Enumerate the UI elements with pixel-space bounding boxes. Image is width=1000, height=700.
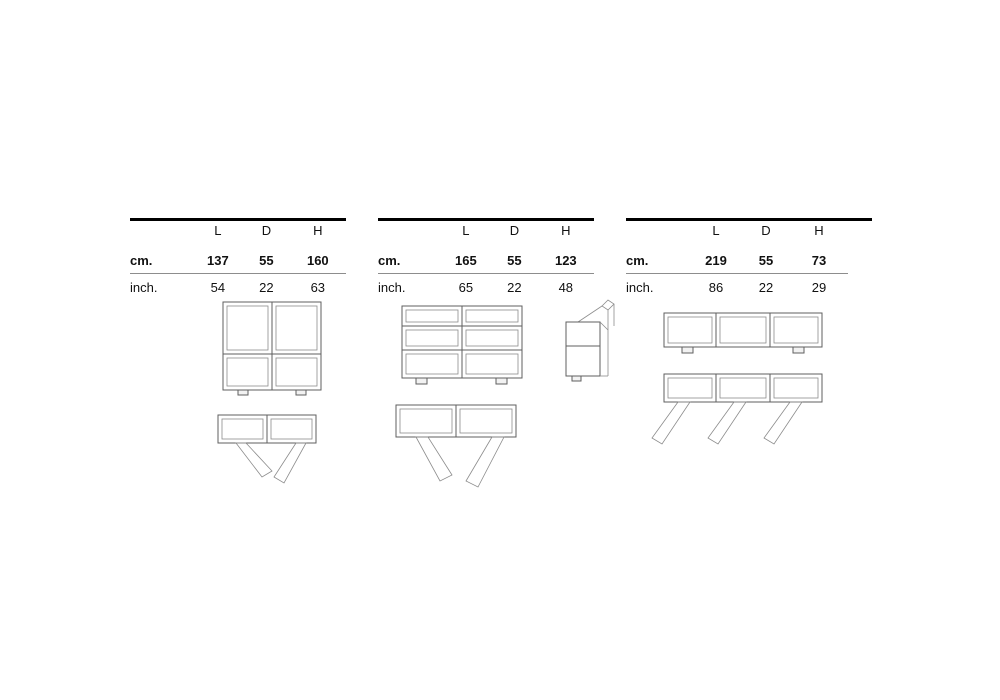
table-row <box>378 247 594 274</box>
cell-cm-l: 137 <box>193 247 244 274</box>
cell-cm-h: 73 <box>790 247 848 274</box>
header-unit-spacer <box>626 217 690 243</box>
table-row <box>130 274 346 301</box>
cell-inch-l: 86 <box>708 279 724 295</box>
row-unit-inch: inch. <box>130 279 158 295</box>
table-row <box>130 221 346 247</box>
cell-inch-d: 22 <box>758 279 774 295</box>
cell-inch-l: 54 <box>210 279 226 295</box>
drawing-tall-cabinet-front-elevation <box>218 300 328 405</box>
cell-inch-d: 22 <box>259 279 274 295</box>
drawing-medium-cabinet-side-elevation <box>562 296 632 386</box>
header-unit-spacer <box>130 217 193 243</box>
cell-cm-h: 160 <box>290 247 346 274</box>
cell-cm-l: 219 <box>690 247 742 274</box>
cell-inch-h: 48 <box>558 279 574 295</box>
col-header-l: L <box>462 222 470 238</box>
row-unit-cm: cm. <box>130 247 193 274</box>
table-row <box>626 247 848 274</box>
table-row <box>626 274 848 301</box>
table-3 <box>626 221 848 300</box>
col-header-l: L <box>712 222 720 238</box>
col-header-d: D <box>509 222 520 238</box>
cell-inch-d: 22 <box>507 279 522 295</box>
cell-cm-d: 55 <box>243 247 289 274</box>
drawing-low-cabinet-front-elevation <box>660 310 830 365</box>
col-header-h: H <box>561 222 571 238</box>
col-header-l: L <box>214 222 222 238</box>
row-unit-cm: cm. <box>626 247 690 274</box>
col-header-d: D <box>761 222 771 238</box>
table-row <box>378 221 594 247</box>
col-header-d: D <box>261 222 272 238</box>
col-header-h: H <box>814 222 824 238</box>
cell-inch-h: 63 <box>310 279 326 295</box>
row-unit-inch: inch. <box>378 279 406 295</box>
table-row <box>626 221 848 247</box>
row-unit-cm: cm. <box>378 247 441 274</box>
cell-inch-h: 29 <box>811 279 827 295</box>
header-unit-spacer <box>378 217 441 243</box>
cell-cm-d: 55 <box>742 247 790 274</box>
table-2 <box>378 221 594 300</box>
table-row <box>130 247 346 274</box>
cell-cm-h: 123 <box>538 247 594 274</box>
drawing-medium-cabinet-front-elevation <box>398 303 528 393</box>
cell-cm-d: 55 <box>491 247 537 274</box>
cell-cm-l: 165 <box>441 247 492 274</box>
table-1 <box>130 221 346 300</box>
cell-inch-l: 65 <box>458 279 474 295</box>
drawing-low-cabinet-perspective-plan <box>648 372 843 457</box>
col-header-h: H <box>313 222 323 238</box>
drawing-medium-cabinet-perspective-plan <box>392 403 542 493</box>
row-unit-inch: inch. <box>626 279 654 295</box>
drawing-tall-cabinet-perspective-plan <box>214 413 344 488</box>
